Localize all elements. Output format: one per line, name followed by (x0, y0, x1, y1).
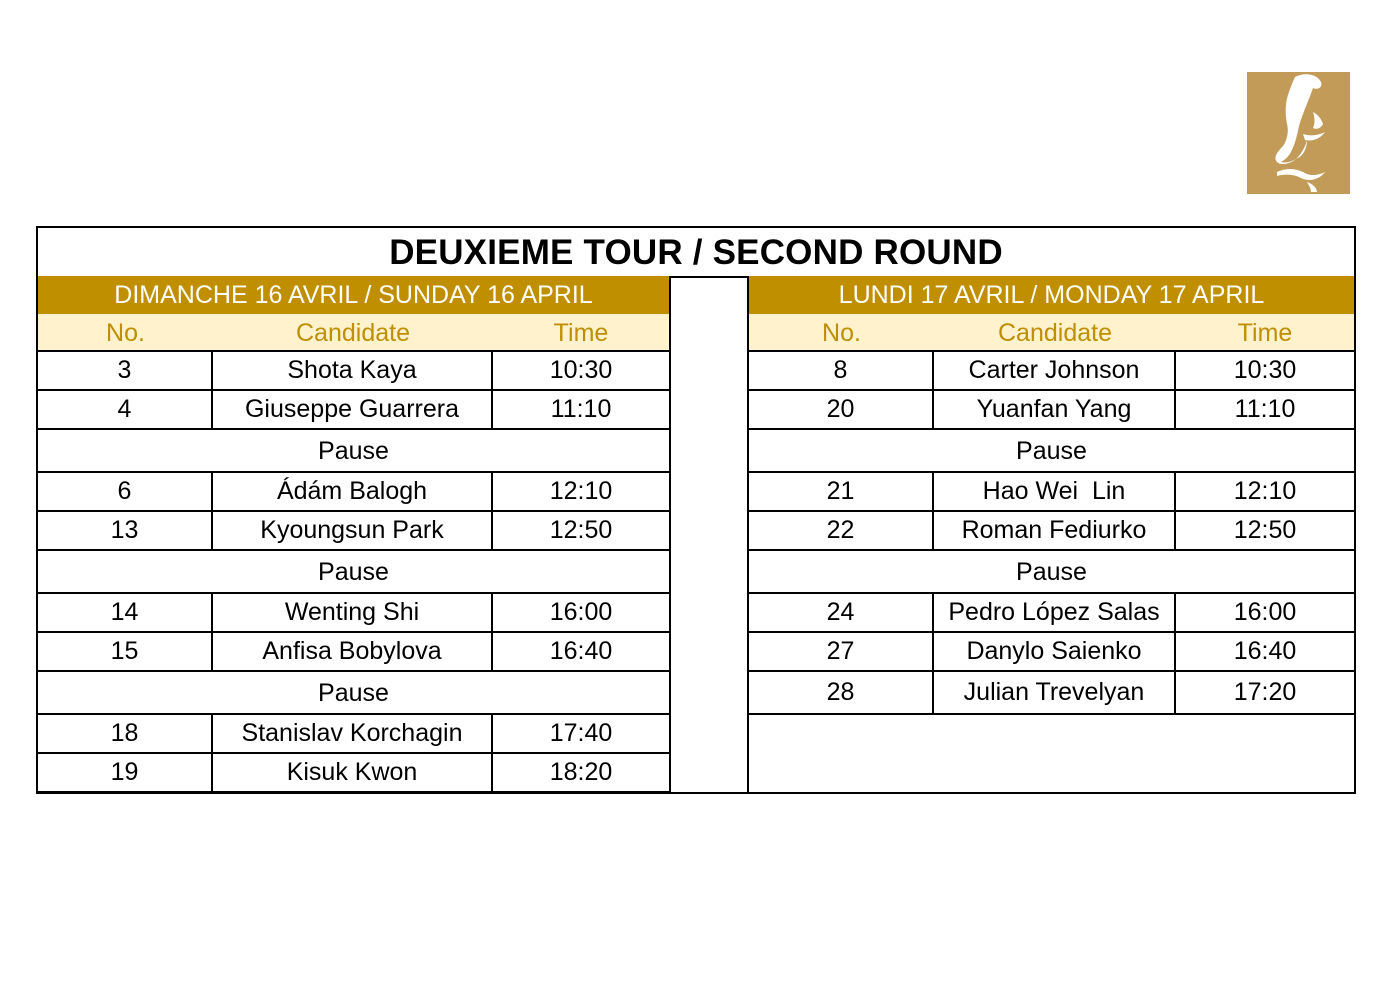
candidate-number: 13 (38, 512, 213, 549)
table-row (38, 352, 669, 391)
performance-time: 16:00 (1233, 598, 1297, 626)
table-row (749, 391, 1354, 430)
table-row (38, 473, 669, 512)
performance-time: 11:10 (1234, 395, 1296, 423)
candidate-name: Anfisa Bobylova (213, 633, 493, 670)
candidate-number: 28 (749, 672, 934, 713)
column-no-header: No. (822, 319, 861, 347)
candidate-name: Giuseppe Guarrera (213, 391, 493, 428)
candidate-name: Shota Kaya (213, 352, 493, 389)
candidate-name: Kyoungsun Park (213, 512, 493, 549)
performance-time: 12:50 (549, 516, 613, 544)
candidate-number: 18 (38, 715, 213, 752)
day-sunday (38, 276, 669, 793)
day-heading: DIMANCHE 16 AVRIL / SUNDAY 16 APRIL (38, 276, 669, 314)
candidate-name: Wenting Shi (213, 594, 493, 631)
table-row (749, 672, 1354, 715)
table-row (38, 594, 669, 633)
performance-time: 16:40 (1233, 637, 1297, 665)
candidate-name: Carter Johnson (934, 352, 1176, 389)
day-heading: LUNDI 17 AVRIL / MONDAY 17 APRIL (749, 276, 1354, 314)
column-headers (749, 314, 1354, 352)
pause-row: Pause (38, 672, 669, 715)
column-time-header: Time (553, 319, 609, 347)
table-row (38, 754, 669, 793)
candidate-number: 19 (38, 754, 213, 791)
performance-time: 12:10 (549, 477, 613, 505)
column-no-header: No. (106, 319, 145, 347)
column-candidate-header: Candidate (998, 319, 1112, 347)
table-row (749, 594, 1354, 633)
portrait-logo-icon (1247, 72, 1350, 194)
pause-row: Pause (749, 430, 1354, 473)
performance-time: 17:20 (1233, 678, 1297, 706)
candidate-number: 22 (749, 512, 934, 549)
candidate-number: 8 (749, 352, 934, 389)
column-time-header: Time (1237, 319, 1293, 347)
table-row (38, 512, 669, 551)
table-row (749, 512, 1354, 551)
table-row (38, 715, 669, 754)
column-headers (38, 314, 669, 352)
candidate-name: Danylo Saienko (934, 633, 1176, 670)
performance-time: 12:50 (1233, 516, 1297, 544)
candidate-number: 15 (38, 633, 213, 670)
candidate-number: 20 (749, 391, 934, 428)
candidate-number: 24 (749, 594, 934, 631)
candidate-number: 21 (749, 473, 934, 510)
pause-row: Pause (38, 430, 669, 473)
performance-time: 10:30 (549, 356, 613, 384)
candidate-number: 14 (38, 594, 213, 631)
performance-time: 17:40 (549, 719, 613, 747)
table-row (38, 633, 669, 672)
table-row (38, 391, 669, 430)
schedule-title: DEUXIEME TOUR / SECOND ROUND (38, 228, 1354, 278)
candidate-number: 27 (749, 633, 934, 670)
table-row (749, 352, 1354, 391)
table-row (749, 473, 1354, 512)
performance-time: 11:10 (550, 395, 612, 423)
candidate-name: Kisuk Kwon (213, 754, 493, 791)
composer-portrait-logo (1247, 72, 1350, 194)
candidate-name: Hao Wei Lin (934, 473, 1176, 510)
candidate-name: Stanislav Korchagin (213, 715, 493, 752)
candidate-name: Julian Trevelyan (934, 672, 1176, 713)
performance-time: 10:30 (1233, 356, 1297, 384)
candidate-name: Roman Fediurko (934, 512, 1176, 549)
candidate-name: Pedro López Salas (934, 594, 1176, 631)
schedule-table (36, 226, 1356, 794)
performance-time: 18:20 (549, 758, 613, 786)
day-monday (749, 276, 1354, 715)
candidate-number: 3 (38, 352, 213, 389)
performance-time: 16:00 (549, 598, 613, 626)
table-row (749, 633, 1354, 672)
candidate-name: Ádám Balogh (213, 473, 493, 510)
pause-row: Pause (749, 551, 1354, 594)
column-separator (669, 276, 749, 794)
performance-time: 12:10 (1233, 477, 1297, 505)
candidate-name: Yuanfan Yang (934, 391, 1176, 428)
pause-row: Pause (38, 551, 669, 594)
column-candidate-header: Candidate (296, 319, 410, 347)
candidate-number: 6 (38, 473, 213, 510)
candidate-number: 4 (38, 391, 213, 428)
performance-time: 16:40 (549, 637, 613, 665)
